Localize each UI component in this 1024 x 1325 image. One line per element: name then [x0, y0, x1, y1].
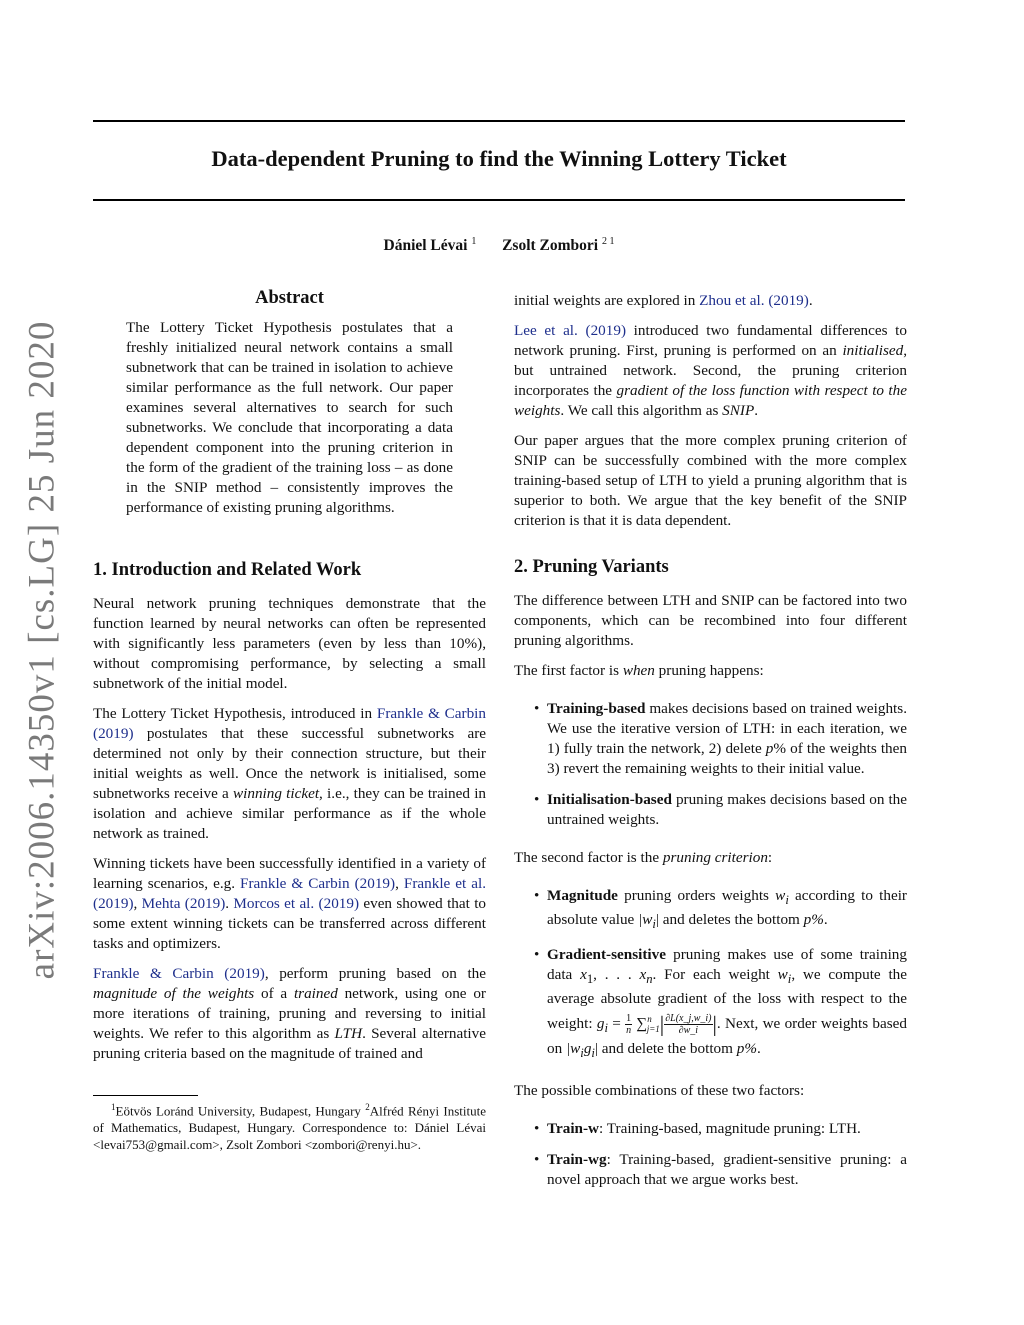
footnote: $^1$Eötvös Loránd University, Budapest, Hungary $^2$Alfréd Rényi Institute of Mathematics, Budapest, Hungary. Correspondence to: Dániel Lévai <levai753@gmail.com>, Zsolt Zombori <zombori@renyi.hu>. — [93, 1102, 486, 1153]
list-item: • Training-based makes decisions based on trained weights. We use the iterative version of LTH: in each iteration, we 1) fully train the network, 2) delete p% of the weights then 3) revert the remaining weights to their initial value. — [534, 700, 907, 777]
intro-paragraph-2: The Lottery Ticket Hypothesis, introduced in Frankle & Carbin (2019) postulates that these successful subnetworks are determined not only by their connection structure, but their initial weights as well. Once the network is initialised, some subnetworks receive a winning ticket, i.e., they can be trained in isolation and achieve similar performance as if the whole network as trained. — [93, 705, 487, 842]
gradient-formula: $g_i$ = $\frac{1}{n}$ ∑$^n_{j=1}$| $\frac{\partial L(x\_j,w\_i)}{\partial w\_i}$ | — [596, 1011, 717, 1037]
paper-title: Data-dependent Pruning to find the Winning Lottery Ticket — [211, 146, 787, 171]
body-paragraph: The possible combinations of these two factors: — [514, 1082, 805, 1100]
abstract-heading: Abstract — [255, 288, 324, 308]
section-heading-introduction: 1. Introduction and Related Work — [93, 560, 362, 580]
author-affiliation: 1 — [471, 236, 477, 247]
citation-link[interactable]: Frankle & Carbin (2019) — [240, 875, 396, 892]
citation-link[interactable]: Morcos et al. (2019) — [233, 895, 360, 912]
list-item: • Gradient-sensitive pruning makes use of some training data $x_1$, . . . $x_n$. For each weight $w_i$, we compute the average absolute gradient of the loss with respect to the weight: $g_i$ = $\frac{1}{n}$ ∑$^n_{j=1}$| $\frac{\partial L(x\_j,w\_i)}{\partial w\_i}$ |. Next, we order weights based on $|w_ig_i|$ and delete the bottom p%. — [534, 946, 908, 1061]
intro-paragraph-4: Frankle & Carbin (2019), perform pruning based on the magnitude of the weights of a trained network, using one or more iterations of training, pruning and reversing to initial weights. We refer to this algorithm as LTH. Several alternative pruning criteria based on the magnitude of trained and — [93, 965, 487, 1062]
author-name: Zsolt Zombori — [502, 237, 599, 255]
citation-link[interactable]: Mehta (2019) — [141, 895, 226, 912]
citation-link[interactable]: Lee et al. (2019) — [514, 322, 626, 339]
timing-factor-list — [514, 699, 907, 830]
criterion-factor-list — [514, 886, 907, 1063]
body-paragraph: Our paper argues that the more complex pruning criterion of SNIP can be successfully combined with the more complex training-based setup of LTH to yield a pruning algorithm that is superior to both. We argue that the key benefit of the SNIP criterion is that it is data dependent. — [514, 432, 907, 529]
top-rule — [93, 120, 905, 122]
author-line — [93, 236, 905, 255]
list-item: • Initialisation-based pruning makes decisions based on the untrained weights. — [534, 791, 907, 828]
list-item: • Train-w: Training-based, magnitude pruning: LTH. — [534, 1120, 861, 1138]
citation-link[interactable]: Frankle & Carbin (2019) — [93, 965, 265, 982]
left-column — [93, 288, 486, 1074]
body-paragraph: initial weights are explored in Zhou et al. (2019). — [514, 292, 813, 309]
abstract-text: The Lottery Ticket Hypothesis postulates that a freshly initialized neural network contains a small subnetwork that can be trained in isolation to achieve similar performance as the full network. Our paper examines several alternatives to search for such subnetworks. We conclude that incorporating a data dependent component into the pruning criterion in the form of the gradient of the training loss – as done in the SNIP method – consistently improves the performance of existing pruning algorithms. — [126, 319, 453, 516]
citation-link[interactable]: Zhou et al. (2019) — [699, 292, 809, 309]
body-paragraph: The second factor is the pruning criterion: — [514, 849, 773, 866]
body-paragraph: The difference between LTH and SNIP can be factored into two components, which can be recombined into four different pruning algorithms. — [514, 592, 907, 649]
arxiv-identifier: arXiv:2006.14350v1 [cs.LG] 25 Jun 2020 — [21, 320, 63, 980]
citation-link[interactable]: Frankle et al. (2019) — [93, 875, 487, 912]
body-paragraph: Lee et al. (2019) introduced two fundamental differences to network pruning. First, pruning is performed on an initialised, but untrained network. Second, the pruning criterion incorporates the gradient of the loss function with respect to the weights. We call this algorithm as SNIP. — [514, 322, 907, 419]
intro-paragraph-3: Winning tickets have been successfully identified in a variety of learning scenarios, e.g. Frankle & Carbin (2019), Frankle et al. (2019), Mehta (2019). Morcos et al. (2019) even showed that to some extent winning tickets can be transferred across different tasks and optimizers. — [93, 855, 487, 952]
combination-list — [514, 1119, 907, 1190]
footnote-rule — [93, 1095, 198, 1096]
section-heading-pruning-variants: 2. Pruning Variants — [514, 557, 669, 577]
bottom-rule — [93, 199, 905, 201]
author-name: Dániel Lévai — [383, 237, 468, 255]
list-item: • Train-wg: Training-based, gradient-sensitive pruning: a novel approach that we argue works best. — [534, 1151, 907, 1189]
author-affiliation: 2 1 — [602, 236, 615, 247]
right-column — [514, 291, 907, 1201]
citation-link[interactable]: Frankle & Carbin (2019) — [93, 705, 486, 742]
intro-paragraph-1: Neural network pruning techniques demonstrate that the function learned by neural networks can often be represented with significantly less parameters (even by less than 10%), without compromising performance, by selecting a small subnetwork of the initial model. — [93, 595, 486, 692]
list-item: • Magnitude pruning orders weights $w_i$ according to their absolute value $|w_i|$ and deletes the bottom p%. — [534, 887, 907, 932]
body-paragraph: The first factor is when pruning happens: — [514, 662, 764, 679]
